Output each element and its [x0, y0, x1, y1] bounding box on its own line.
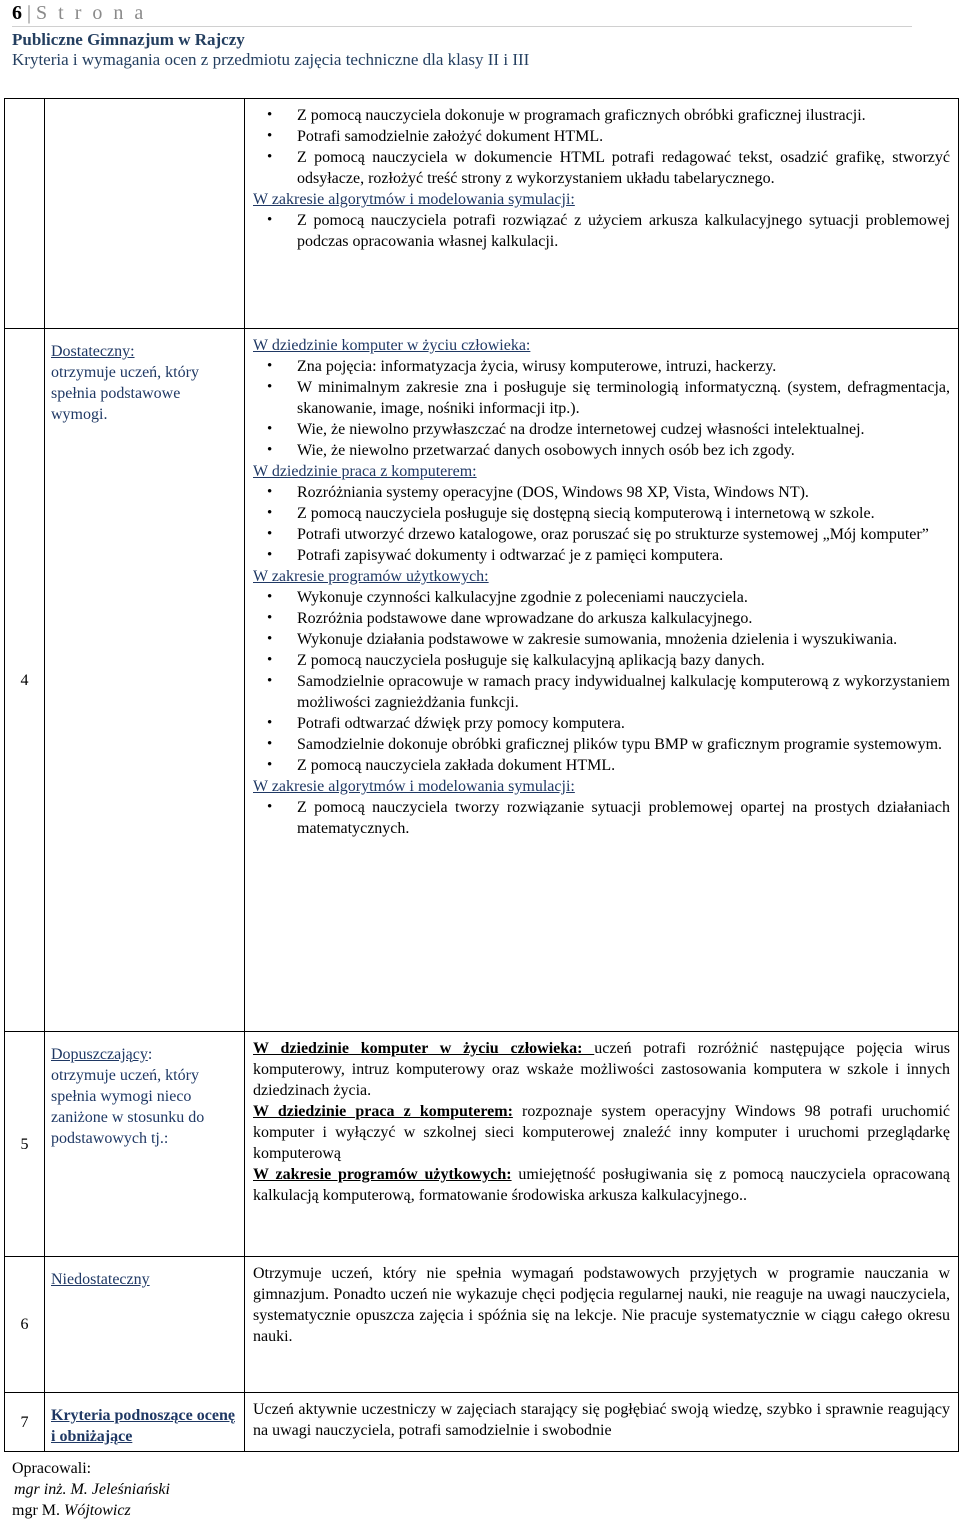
list-item: • Z pomocą nauczyciela w dokumencie HTML potrafi redagować tekst, osadzić grafikę, stworzyć odsyłacze, rozłożyć treść strony z wykorzystaniem układu tabelarycznego. [253, 147, 950, 189]
table-row-grade-6 [5, 1257, 959, 1393]
criteria-paragraph: Uczeń aktywnie uczestniczy w zajęciach starający się pogłębiać swoją wiedzę, szybko i sprawnie reagujący na uwagi nauczyciela, potrafi samodzielnie i swobodnie [253, 1401, 950, 1439]
list-item: • Z pomocą nauczyciela potrafi rozwiązać z użyciem arkusza kalkulacyjnego sytuacji problemowej podczas opracowania własnej kalkulacji. [253, 210, 950, 252]
paragraph-text: rozpoznaje system operacyjny Windows 98 potrafi uruchomić komputer i wyłączyć w szkolnej sieci komputerowej znaleźć inny komputer i uruchomi przeglądarkę komputerową [253, 1103, 951, 1162]
page-word: S t r o n a [36, 2, 147, 24]
grade-cell [45, 1257, 245, 1393]
table-row-grade-7 [5, 1393, 959, 1452]
criteria-cell [245, 1393, 959, 1452]
list-item: • Z pomocą nauczyciela tworzy rozwiązanie sytuacji problemowej opartej na prostych działaniach matematycznych. [253, 797, 950, 839]
grade-title-line [51, 1044, 238, 1065]
grade-name: Dostateczny: [51, 343, 135, 360]
section-heading: W zakresie algorytmów i modelowania symulacji: [253, 778, 575, 795]
grade-name: Kryteria podnoszące ocenę i obniżające [51, 1407, 235, 1445]
list-item: • Potrafi utworzyć drzewo katalogowe, oraz poruszać się po strukturze systemowej „Mój komputer” [253, 524, 950, 545]
criteria-cell [245, 329, 959, 1032]
page-number: 6 [12, 2, 22, 24]
section-heading: W dziedzinie praca z komputerem: [253, 1103, 513, 1120]
document-subtitle: Kryteria i wymagania ocen z przedmiotu zajęcia techniczne dla klasy II i III [12, 50, 530, 69]
section-heading: W zakresie algorytmów i modelowania symulacji: [253, 191, 575, 208]
list-item: • Z pomocą nauczyciela posługuje się kalkulacyjną aplikacją bazy danych. [253, 650, 950, 671]
criteria-paragraph: Otrzymuje uczeń, który nie spełnia wymagań podstawowych przyjętych w programie nauczania w gimnazjum. Ponadto uczeń nie wykazuje chęci podjęcia regularnej nauki, nie reaguje na uwagi nauczyciela, systematycznie opuszcza zajęcia i spóźnia się na lekcje. Nie pracuje systematycznie w ciągu całego okresu nauki. [253, 1265, 950, 1345]
grade-description: otrzymuje uczeń, który spełnia podstawowe wymogi. [51, 364, 199, 423]
list-item: • Rozróżniania systemy operacyjne (DOS, Windows 98 XP, Vista, Windows NT). [253, 482, 950, 503]
grade-cell [45, 99, 245, 329]
grade-description: otrzymuje uczeń, który spełnia wymogi nieco zaniżone w stosunku do podstawowych tj.: [51, 1067, 205, 1147]
table-row-grade-5 [5, 1032, 959, 1257]
grade-name: Dopuszczający [51, 1046, 148, 1063]
criteria-list [253, 797, 950, 839]
list-item: • Wykonuje czynności kalkulacyjne zgodnie z poleceniami nauczyciela. [253, 587, 950, 608]
list-item: • Z pomocą nauczyciela zakłada dokument HTML. [253, 755, 950, 776]
header-divider [12, 26, 912, 27]
section-heading: W zakresie programów użytkowych: [253, 1166, 512, 1183]
list-item: • Potrafi odtwarzać dźwięk przy pomocy komputera. [253, 713, 950, 734]
grade-cell [45, 1393, 245, 1452]
criteria-list [253, 356, 950, 461]
paragraph-text: umiejętność posługiwania się z pomocą nauczyciela opracowaną kalkulacją komputerową, formatowanie środowiska arkusza kalkulacyjnego.. [253, 1166, 950, 1204]
grade-cell [45, 1032, 245, 1257]
list-item: • Wie, że niewolno przywłaszczać na drodze internetowej cudzej własności intelektualnej. [253, 419, 950, 440]
table-row-continued [5, 99, 959, 329]
list-item: • Wie, że niewolno przetwarzać danych osobowych innych osób bez ich zgody. [253, 440, 950, 461]
table-row-grade-4 [5, 329, 959, 1032]
row-number-cell: 7 [5, 1393, 45, 1452]
criteria-cell [245, 1257, 959, 1393]
list-item: • Rozróżnia podstawowe dane wprowadzane do arkusza kalkulacyjnego. [253, 608, 950, 629]
criteria-list [253, 105, 950, 189]
section-heading: W zakresie programów użytkowych: [253, 568, 489, 585]
list-item: • Z pomocą nauczyciela posługuje się dostępną siecią komputerową i internetową w szkole. [253, 503, 950, 524]
grade-colon: : [147, 1046, 153, 1063]
row-number-cell: 6 [5, 1257, 45, 1393]
paragraph-text: uczeń potrafi rozróżnić następujące pojęcia wirus komputerowy, intruz komputerowy oraz wskaże możliwości zastosowania komputera w szkole i innych dziedzinach życia. [253, 1040, 950, 1099]
criteria-paragraph [253, 1164, 950, 1206]
list-item: • W minimalnym zakresie zna i posługuje się terminologią informatyczną. (system, defragmentacja, skanowanie, image, nośniki informacji itp.). [253, 377, 950, 419]
section-heading: W dziedzinie komputer w życiu człowieka: [253, 337, 531, 354]
author-name: mgr inż. M. Jeleśniański [14, 1481, 170, 1498]
author-title: mgr M. [12, 1502, 64, 1519]
page-footer [12, 1458, 170, 1521]
criteria-cell [245, 99, 959, 329]
list-item: • Z pomocą nauczyciela dokonuje w programach graficznych obróbki graficznej ilustracji. [253, 105, 950, 126]
footer-label: Opracowali: [12, 1460, 92, 1477]
page-number-line [12, 0, 912, 26]
grade-name: Niedostateczny [51, 1271, 150, 1288]
school-name: Publiczne Gimnazjum w Rajczy [12, 30, 245, 49]
footer-author [12, 1500, 170, 1521]
author-name: Wójtowicz [64, 1502, 131, 1519]
row-number-cell [5, 99, 45, 329]
criteria-paragraph [253, 1101, 950, 1164]
list-item: • Potrafi zapisywać dokumenty i odtwarzać je z pamięci komputera. [253, 545, 950, 566]
criteria-cell [245, 1032, 959, 1257]
row-number-cell: 4 [5, 329, 45, 1032]
criteria-list [253, 210, 950, 252]
grade-cell [45, 329, 245, 1032]
page-separator: | [27, 2, 32, 24]
criteria-table [4, 98, 959, 1452]
row-number-cell: 5 [5, 1032, 45, 1257]
list-item: • Wykonuje działania podstawowe w zakresie sumowania, mnożenia dzielenia i wyszukiwania. [253, 629, 950, 650]
list-item: • Samodzielnie opracowuje w ramach pracy indywidualnej kalkulację komputerową z wykorzystaniem możliwości zagnieżdżania funkcji. [253, 671, 950, 713]
criteria-list [253, 482, 950, 566]
list-item: • Samodzielnie dokonuje obróbki graficznej plików typu BMP w graficznym programie systemowym. [253, 734, 950, 755]
criteria-paragraph [253, 1038, 950, 1101]
list-item: • Zna pojęcia: informatyzacja życia, wirusy komputerowe, intruzi, hackerzy. [253, 356, 950, 377]
list-item: • Potrafi samodzielnie założyć dokument HTML. [253, 126, 950, 147]
section-heading: W dziedzinie praca z komputerem: [253, 463, 477, 480]
section-heading: W dziedzinie komputer w życiu człowieka: [253, 1040, 595, 1057]
footer-author [12, 1479, 170, 1500]
page-header [12, 0, 912, 70]
criteria-list [253, 587, 950, 776]
